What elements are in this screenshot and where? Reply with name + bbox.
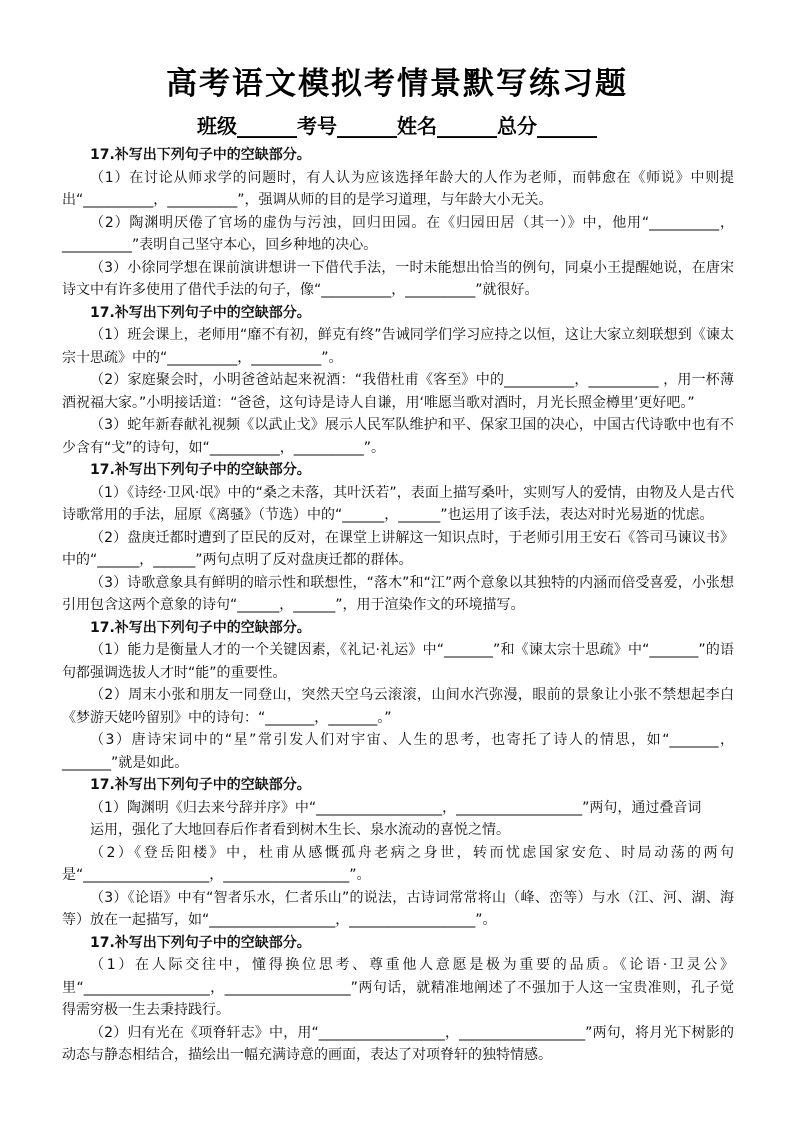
question-item: （1）班会课上，老师用“靡不有初，鲜克有终”告诫同学们学习应持之以恒，这让大家立刻联想到《谏太宗十思疏》中的“__________，__________”。	[62, 327, 734, 366]
question-item: （2）归有光在《项脊轩志》中，用“__________________，__________________”两句，将月光下树影的动态与静态相结合，描绘出一幅充满诗意的画面，表达了对项脊轩的独特情感。	[62, 1024, 734, 1063]
question-item: （3）小徐同学想在课前演讲想讲一下借代手法，一时未能想出恰当的例句，同桌小王提醒她说，在唐宋诗文中有许多使用了借代手法的句子，像“__________，__________”就很好。	[62, 259, 734, 298]
page-title: 高考语文模拟考情景默写练习题	[166, 66, 628, 102]
question-item: （3）蛇年新春献礼视频《以武止戈》展示人民军队维护和平、保家卫国的决心，中国古代诗歌中也有不少含有“戈”的诗句，如“__________，__________”。	[62, 417, 734, 456]
question-item: （1）在人际交往中，懂得换位思考、尊重他人意愿是极为重要的品质。《论语·卫灵公》里“__________________，__________________”两句话，就精准地阐述了不强加于人这一宝贵准则，孔子觉得需穷极一生去秉持践行。	[62, 957, 734, 1018]
question-heading: 17.补写出下列句子中的空缺部分。	[90, 147, 311, 163]
question-item: （1）陶渊明《归去来兮辞并序》中“__________________，__________________”两句，通过叠音词	[90, 799, 702, 816]
question-item: （1）在讨论从师求学的问题时，有人认为应该选择年龄大的人作为老师，而韩愈在《师说》中则提出“__________，__________”，强调从师的目的是学习道理，与年龄大小无关。	[62, 169, 734, 208]
student-info-line: 班级______考号______姓名______总分______	[197, 114, 597, 138]
question-heading: 17.补写出下列句子中的空缺部分。	[90, 462, 311, 478]
question-content	[62, 144, 734, 1067]
question-item: （2）盘庚迁都时遭到了臣民的反对，在课堂上讲解这一知识点时，于老师引用王安石《答司马谏议书》中的“______，______”两句点明了反对盘庚迁都的群体。	[62, 529, 734, 568]
question-item: （2）《登岳阳楼》中，杜甫从感慨孤舟老病之身世，转而忧虑国家安危、时局动荡的两句是“__________________，__________________”。	[62, 844, 734, 883]
question-item: （1）能力是衡量人才的一个关键因素，《礼记·礼运》中“_______”和《谏太宗十思疏》中“_______”的语句都强调选拔人才时“能”的重要性。	[62, 642, 734, 681]
question-heading: 17.补写出下列句子中的空缺部分。	[90, 777, 311, 793]
question-item: （3）诗歌意象具有鲜明的暗示性和联想性，“落木”和“江”两个意象以其独特的内涵而倍受喜爱，小张想引用包含这两个意象的诗句“______，______”，用于渲染作文的环境描写。	[62, 574, 734, 613]
question-item: （2）家庭聚会时，小明爸爸站起来祝酒：“我借杜甫《客至》中的__________，__________ ，用一杯薄酒祝福大家。”小明接话道：“爸爸，这句诗是诗人自谦，用‘唯愿当歌对酒时，月光长照金樽里’更好吧。”	[62, 372, 734, 411]
question-item: （3）唐诗宋词中的“星”常引发人们对宇宙、人生的思考，也寄托了诗人的情思，如“_______，_______”就是如此。	[62, 732, 734, 771]
question-item-continuation: 运用，强化了大地回春后作者看到树木生长、泉水流动的喜悦之情。	[90, 822, 510, 838]
question-heading: 17.补写出下列句子中的空缺部分。	[90, 619, 311, 636]
question-heading: 17.补写出下列句子中的空缺部分。	[90, 934, 311, 951]
question-heading: 17.补写出下列句子中的空缺部分。	[90, 304, 311, 321]
question-item: （1）《诗经·卫风·氓》中的“桑之未落，其叶沃若”，表面上描写桑叶，实则写人的爱情，由物及人是古代诗歌常用的手法，屈原《离骚》（节选）中的“______，______”也运用了该手法，表达对时光易逝的忧虑。	[62, 484, 734, 523]
question-item: （3）《论语》中有“智者乐水，仁者乐山”的说法，古诗词常常将山（峰、峦等）与水（江、河、湖、海等）放在一起描写，如“__________________，__________________”。	[62, 889, 734, 928]
question-item: （2）周末小张和朋友一同登山，突然天空乌云滚滚，山间水汽弥漫，眼前的景象让小张不禁想起李白《梦游天姥吟留别》中的诗句：“_______，_______。”	[62, 687, 734, 726]
question-item: （2）陶渊明厌倦了官场的虚伪与污浊，回归田园。在《归园田居（其一）》中，他用“__________，__________”表明自己坚守本心，回乡种地的决心。	[62, 214, 734, 253]
